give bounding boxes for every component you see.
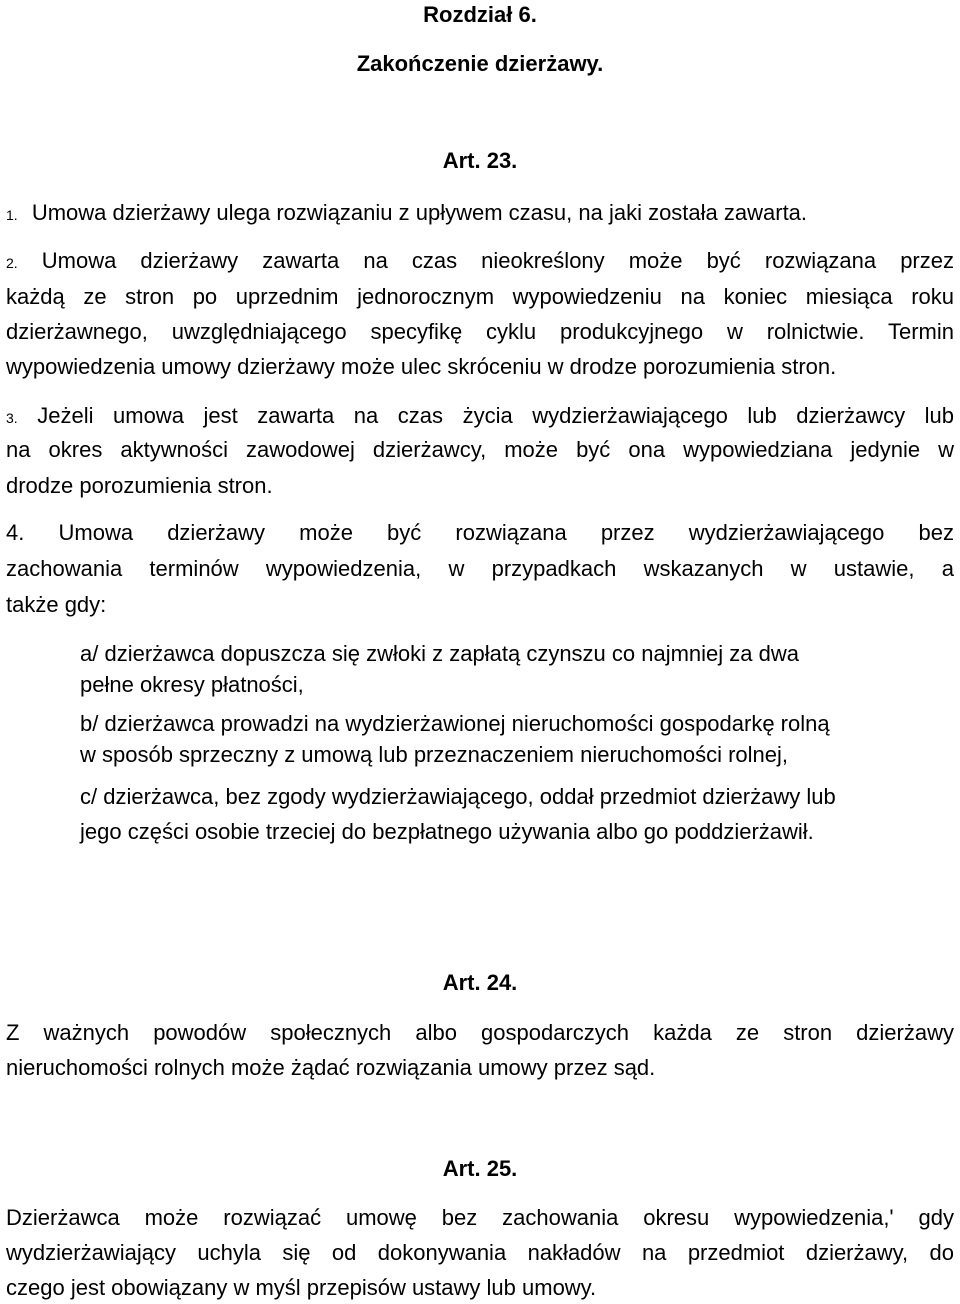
article-24-heading: Art. 24.: [442, 970, 518, 995]
paragraph-text-line: dzierżawnego, uwzględniającego specyfikę cyklu produkcyjnego w rolnictwie. Termin: [6, 319, 954, 344]
paragraph-text-line: także gdy:: [6, 592, 107, 617]
paragraph-text-line: wypowiedzenia umowy dzierżawy może ulec skróceniu w drodze porozumienia stron.: [6, 354, 837, 379]
list-item-line: pełne okresy płatności,: [80, 672, 304, 697]
paragraph-text-line: wydzierżawiający uchyla się od dokonywania nakładów na przedmiot dzierżawy, do: [6, 1240, 954, 1265]
paragraph-text-line: Umowa dzierżawy zawarta na czas nieokreślony może być rozwiązana przez: [41, 248, 954, 273]
paragraph-number: 3.: [6, 410, 18, 426]
paragraph-text-line: Z ważnych powodów społecznych albo gospodarczych każda ze stron dzierżawy: [6, 1020, 954, 1045]
paragraph-text-line: każdą ze stron po uprzednim jednorocznym wypowiedzeniu na koniec miesiąca roku: [6, 284, 954, 309]
list-item-line: c/ dzierżawca, bez zgody wydzierżawiającego, oddał przedmiot dzierżawy lub: [80, 784, 836, 809]
paragraph-number: 1.: [6, 207, 18, 223]
paragraph-text-line: zachowania terminów wypowiedzenia, w przypadkach wskazanych w ustawie, a: [6, 556, 954, 581]
list-item-line: w sposób sprzeczny z umową lub przeznaczeniem nieruchomości rolnej,: [80, 742, 788, 767]
article-23-heading: Art. 23.: [442, 148, 518, 173]
list-item-line: jego części osobie trzeciej do bezpłatnego używania albo go poddzierżawił.: [80, 819, 814, 844]
paragraph-text-line: drodze porozumienia stron.: [6, 473, 273, 498]
paragraph-text-line: Jeżeli umowa jest zawarta na czas życia wydzierżawiającego lub dzierżawcy lub: [37, 403, 954, 428]
paragraph-number: 4.: [6, 520, 25, 545]
list-item-line: a/ dzierżawca dopuszcza się zwłoki z zapłatą czynszu co najmniej za dwa: [80, 641, 799, 666]
paragraph-number: 2.: [6, 255, 18, 271]
paragraph-text-line: na okres aktywności zawodowej dzierżawcy, może być ona wypowiedziana jedynie w: [6, 437, 954, 462]
paragraph-text-line: Dzierżawca może rozwiązać umowę bez zachowania okresu wypowiedzenia,' gdy: [6, 1205, 954, 1230]
paragraph-text-line: czego jest obowiązany w myśl przepisów ustawy lub umowy.: [6, 1275, 597, 1300]
paragraph-text-line: Umowa dzierżawy może być rozwiązana przez wydzierżawiającego bez: [58, 520, 954, 545]
article-25-heading: Art. 25.: [442, 1156, 518, 1181]
chapter-number: Rozdział 6.: [423, 2, 537, 27]
paragraph-text-line: nieruchomości rolnych może żądać rozwiązania umowy przez sąd.: [6, 1055, 656, 1080]
paragraph-text-line: Umowa dzierżawy ulega rozwiązaniu z upływem czasu, na jaki została zawarta.: [31, 200, 808, 225]
chapter-title: Zakończenie dzierżawy.: [356, 51, 604, 76]
list-item-line: b/ dzierżawca prowadzi na wydzierżawionej nieruchomości gospodarkę rolną: [80, 711, 830, 736]
